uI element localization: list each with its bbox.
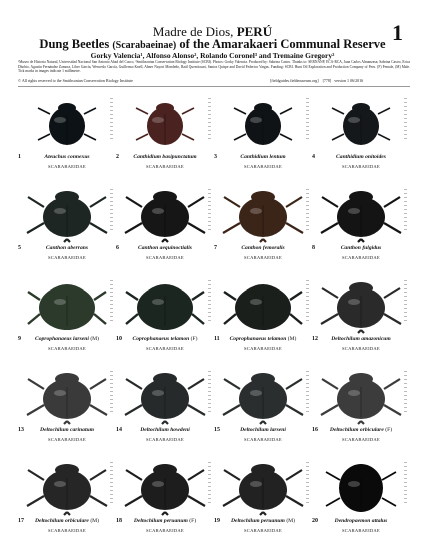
species-name xyxy=(18,154,116,160)
specimen-number: 17 xyxy=(18,518,24,524)
beetle-photo xyxy=(122,96,208,152)
specimen-number: 4 xyxy=(312,154,315,160)
specimen-card xyxy=(312,181,410,270)
specimen-number: 19 xyxy=(214,518,220,524)
beetle-photo xyxy=(122,460,208,516)
scale-ticks xyxy=(208,98,211,140)
species-binomial: Deltochilum peruanum xyxy=(133,518,188,524)
beetle-photo xyxy=(24,460,110,516)
beetle-photo xyxy=(318,187,404,243)
specimen-card xyxy=(116,181,214,270)
specimen-card xyxy=(214,363,312,452)
species-name xyxy=(312,427,410,433)
beetle-photo xyxy=(318,460,404,516)
scale-ticks xyxy=(404,189,407,231)
scale-ticks xyxy=(404,280,407,322)
specimen-number: 5 xyxy=(18,245,21,251)
family-label: SCARABAEIDAE xyxy=(146,346,184,351)
specimen-card xyxy=(312,363,410,452)
rights-notice: © All rights reserved to the Smithsonian Conservation Biology Institute xyxy=(18,78,133,83)
scale-ticks xyxy=(404,98,407,140)
species-name xyxy=(18,518,116,524)
scale-ticks xyxy=(110,462,113,504)
family-label: SCARABAEIDAE xyxy=(146,528,184,533)
species-binomial: Deltochilum larseni xyxy=(240,427,286,433)
header-divider xyxy=(18,86,410,87)
species-binomial: Deltochilum orbiculare xyxy=(329,427,384,433)
species-binomial: Deltochilum carinatum xyxy=(40,427,94,433)
specimen-number: 7 xyxy=(214,245,217,251)
species-binomial: Canthon fulgidus xyxy=(340,245,382,251)
family-label: SCARABAEIDAE xyxy=(48,164,86,169)
species-name xyxy=(312,154,410,160)
species-binomial: Coprophanaeus larseni xyxy=(34,336,89,342)
sex-note: (F) Female, (M) Male. Tick marks in images indicate 1 millimetre. xyxy=(18,64,410,73)
species-binomial: Ateuchus connexus xyxy=(44,154,90,160)
beetle-photo xyxy=(122,187,208,243)
family-label: SCARABAEIDAE xyxy=(342,528,380,533)
species-name xyxy=(116,245,214,251)
family-label: SCARABAEIDAE xyxy=(146,164,184,169)
beetle-photo xyxy=(24,278,110,334)
specimen-card xyxy=(18,90,116,179)
authors-line: Gorky Valencia¹, Alfonso Alonso², Rolando Coronel³ and Tremaine Gregory² xyxy=(90,51,335,60)
beetle-photo xyxy=(318,278,404,334)
species-name xyxy=(18,245,116,251)
region-name: Madre de Dios, xyxy=(152,24,234,39)
species-binomial: Deltochilum orbiculare xyxy=(34,518,89,524)
specimen-card xyxy=(116,272,214,361)
species-binomial: Deltochilum howdeni xyxy=(140,427,190,433)
beetle-photo xyxy=(220,460,306,516)
species-name xyxy=(116,518,214,524)
scale-ticks xyxy=(306,371,309,413)
beetle-photo xyxy=(24,369,110,425)
beetle-photo xyxy=(122,369,208,425)
species-name xyxy=(214,245,312,251)
family-label: SCARABAEIDAE xyxy=(342,164,380,169)
specimen-number: 8 xyxy=(312,245,315,251)
beetle-photo xyxy=(220,96,306,152)
guide-header xyxy=(0,0,425,92)
species-binomial: Deltochilum peruanum xyxy=(230,518,285,524)
scale-ticks xyxy=(306,98,309,140)
family-label: SCARABAEIDAE xyxy=(244,346,282,351)
beetle-photo xyxy=(220,187,306,243)
title-location: of the Amarakaeri Communal Reserve xyxy=(179,37,386,51)
species-name xyxy=(214,336,312,342)
specimen-card xyxy=(214,90,312,179)
family-label: SCARABAEIDAE xyxy=(48,528,86,533)
scale-ticks xyxy=(110,189,113,231)
specimen-number: 16 xyxy=(312,427,318,433)
specimen-card xyxy=(312,454,410,543)
species-name xyxy=(116,427,214,433)
beetle-photo xyxy=(24,96,110,152)
specimen-number: 18 xyxy=(116,518,122,524)
species-binomial: Coprophanaeus telamon xyxy=(132,336,190,342)
specimen-number: 11 xyxy=(214,336,220,342)
family-label: SCARABAEIDAE xyxy=(48,437,86,442)
guide-number: 1 xyxy=(392,20,403,45)
guide-meta xyxy=(270,78,363,83)
specimen-card xyxy=(214,272,312,361)
specimen-number: 10 xyxy=(116,336,122,342)
family-label: SCARABAEIDAE xyxy=(244,528,282,533)
species-name xyxy=(116,336,214,342)
specimen-number: 15 xyxy=(214,427,220,433)
beetle-photo xyxy=(220,369,306,425)
specimen-card xyxy=(116,363,214,452)
species-name xyxy=(214,154,312,160)
family-label: SCARABAEIDAE xyxy=(342,346,380,351)
family-label: SCARABAEIDAE xyxy=(342,255,380,260)
specimen-card xyxy=(18,181,116,270)
scale-ticks xyxy=(306,280,309,322)
species-binomial: Dendropaemon attalus xyxy=(334,518,388,524)
sex-label: (M) xyxy=(90,336,100,342)
sex-label: (F) xyxy=(385,427,393,433)
specimen-card xyxy=(312,90,410,179)
family-label: SCARABAEIDAE xyxy=(244,255,282,260)
scale-ticks xyxy=(306,462,309,504)
scale-ticks xyxy=(306,189,309,231)
family-label: SCARABAEIDAE xyxy=(244,437,282,442)
scale-ticks xyxy=(208,189,211,231)
species-binomial: Deltochilum amazonicum xyxy=(331,336,391,342)
title-subfamily: (Scarabaeinae) xyxy=(112,40,177,51)
specimen-card xyxy=(18,454,116,543)
specimen-card xyxy=(18,363,116,452)
version-label: version 1 06/2016 xyxy=(334,78,364,83)
specimen-number: 9 xyxy=(18,336,21,342)
specimen-card xyxy=(116,90,214,179)
title-main: Dung Beetles xyxy=(39,37,110,51)
specimen-number: 3 xyxy=(214,154,217,160)
fmnh-link[interactable]: [fieldguides.fieldmuseum.org] xyxy=(270,78,319,83)
beetle-photo xyxy=(318,369,404,425)
specimen-card xyxy=(18,272,116,361)
specimen-card xyxy=(312,272,410,361)
specimen-number: 6 xyxy=(116,245,119,251)
species-name xyxy=(312,518,410,524)
beetle-photo xyxy=(122,278,208,334)
beetle-photo xyxy=(318,96,404,152)
family-label: SCARABAEIDAE xyxy=(48,346,86,351)
species-binomial: Canthidium lentum xyxy=(240,154,286,160)
credits-body: ¹Museo de Historia Natural, Universidad Nacional San Antonio Abad del Cusco, ²Smithsonian Conservation Biology Institute (SCBI). Photos: Gorky Valencia. Produced by: Sabrina Castro. Thanks to: SERNANP, ECA-RCA, Juan Carlos Almanzasa; Sabrina Castro, Erica Dhobio, Agustin Fernández Zamora, Liber García, Wenceslo García, Guillermo Knell, Abner Nayori Mondeño, Raúl Quenticuari, Santos Quispe and David Federico Vargas. Funding: SCBI. Hunt Oil Exploration and Production Company of Peru. xyxy=(18,60,410,69)
species-name xyxy=(214,518,312,524)
species-binomial: Canthon femoralis xyxy=(241,245,285,251)
specimen-number: 12 xyxy=(312,336,318,342)
scale-ticks xyxy=(404,462,407,504)
species-binomial: Coprophanaeus telamon xyxy=(229,336,287,342)
species-name xyxy=(18,336,116,342)
specimen-number: 14 xyxy=(116,427,122,433)
country-name: PERÚ xyxy=(236,24,273,39)
credits-text xyxy=(18,60,410,74)
family-label: SCARABAEIDAE xyxy=(342,437,380,442)
sex-label: (M) xyxy=(287,336,297,342)
family-label: SCARABAEIDAE xyxy=(146,437,184,442)
species-name xyxy=(18,427,116,433)
species-binomial: Canthon aequinoctialis xyxy=(138,245,192,251)
specimen-card xyxy=(214,454,312,543)
specimen-number: 2 xyxy=(116,154,119,160)
sex-label: (M) xyxy=(90,518,100,524)
specimen-number: 1 xyxy=(18,154,21,160)
specimen-card xyxy=(214,181,312,270)
specimen-number: 20 xyxy=(312,518,318,524)
scale-ticks xyxy=(404,371,407,413)
scale-ticks xyxy=(208,371,211,413)
species-binomial: Canthidium basipunctatum xyxy=(133,154,197,160)
species-name xyxy=(312,245,410,251)
sex-label: (F) xyxy=(190,336,198,342)
family-label: SCARABAEIDAE xyxy=(48,255,86,260)
species-name xyxy=(312,336,410,342)
specimen-number: 13 xyxy=(18,427,24,433)
scale-ticks xyxy=(110,98,113,140)
family-label: SCARABAEIDAE xyxy=(146,255,184,260)
scale-ticks xyxy=(110,280,113,322)
species-name xyxy=(116,154,214,160)
sex-label: (M) xyxy=(286,518,296,524)
scale-ticks xyxy=(208,462,211,504)
beetle-photo xyxy=(220,278,306,334)
species-binomial: Canthidium onitoides xyxy=(336,154,386,160)
family-label: SCARABAEIDAE xyxy=(244,164,282,169)
guide-code: [778] xyxy=(322,78,332,83)
scale-ticks xyxy=(110,371,113,413)
specimen-card xyxy=(116,454,214,543)
species-name xyxy=(214,427,312,433)
species-binomial: Canthon aberrans xyxy=(45,245,89,251)
beetle-photo xyxy=(24,187,110,243)
scale-ticks xyxy=(208,280,211,322)
sex-label: (F) xyxy=(189,518,197,524)
